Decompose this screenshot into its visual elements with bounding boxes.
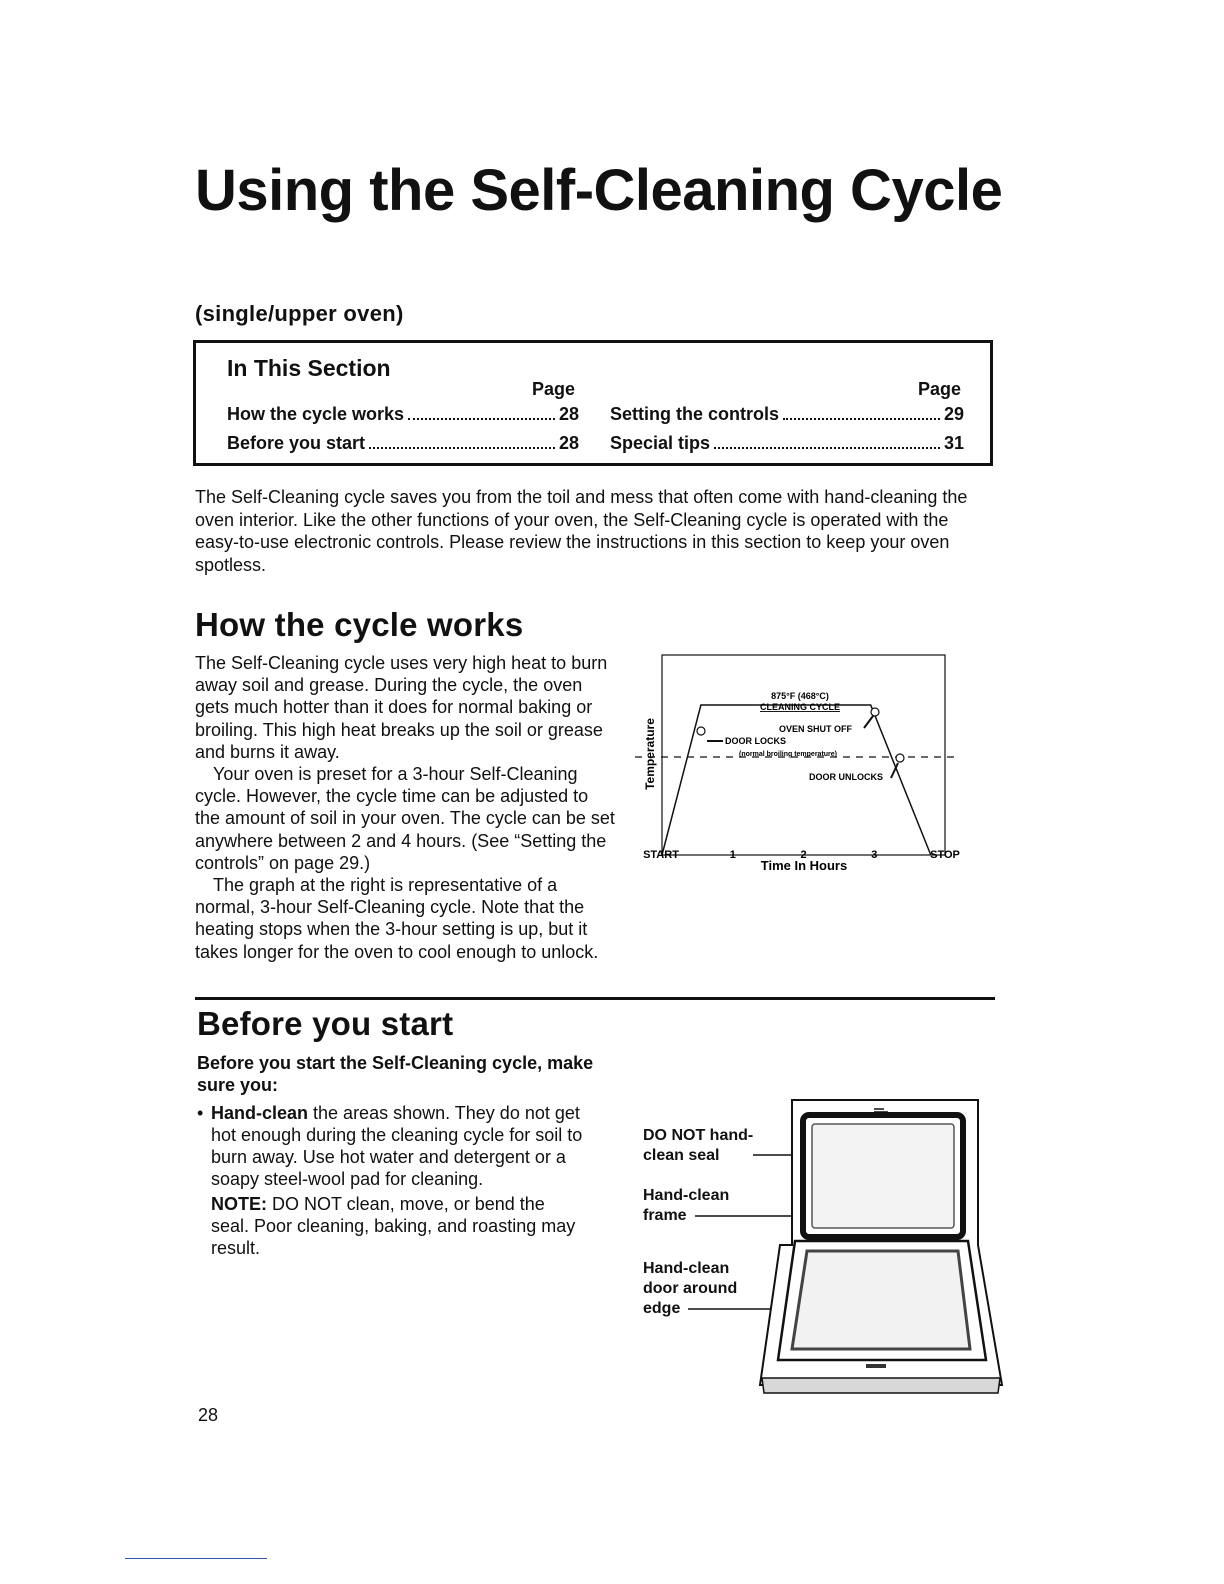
- toc-entry-label: Before you start: [227, 433, 366, 453]
- door-locks-marker: [697, 727, 705, 735]
- door-window: [792, 1251, 970, 1349]
- x-tick-label: START: [643, 849, 679, 861]
- page-number: 28: [198, 1405, 219, 1425]
- bullet-list-item: [197, 1102, 587, 1259]
- toc-entry[interactable]: [227, 404, 579, 425]
- cycle-chart: [635, 650, 975, 880]
- toc-leader: [714, 447, 940, 449]
- note-text: DO NOT clean, move, or bend the seal. Poor cleaning, baking, and roasting may result.: [211, 1194, 576, 1258]
- toc-entry[interactable]: [227, 433, 579, 454]
- label-seal-line-1: DO NOT hand-: [643, 1127, 754, 1144]
- toc-leader: [408, 418, 555, 420]
- how-paragraph-2: Your oven is preset for a 3-hour Self-Cleaning cycle. However, the cycle time can be adjusted to the amount of soil in your oven. The cycle can be set anywhere between 2 and 4 hours. (See “Setting the controls” on page 29.): [195, 764, 615, 873]
- shutoff-arrow: [864, 716, 873, 728]
- x-tick-label: 2: [800, 849, 807, 861]
- toc-page-label-left: Page: [532, 379, 576, 399]
- toc-leader: [369, 447, 555, 449]
- x-tick-label: 1: [729, 849, 736, 861]
- toc-entry-page: 29: [943, 404, 964, 424]
- label-door-line-1: Hand-clean: [643, 1260, 730, 1277]
- section-divider: [195, 997, 995, 1000]
- label-door-line-2: door around: [643, 1280, 738, 1297]
- bullet-bold: Hand-clean: [211, 1103, 309, 1123]
- shutoff-marker: [871, 708, 879, 716]
- door-handle-icon: [866, 1364, 886, 1368]
- oven-illustration: [640, 1095, 1010, 1400]
- label-frame-line-2: frame: [643, 1207, 687, 1224]
- normal-temp-label: (normal broiling temperature): [738, 751, 838, 758]
- door-unlocks-label: DOOR UNLOCKS: [809, 772, 883, 782]
- toc-entry-page: 31: [943, 433, 964, 453]
- x-tick-label: 3: [871, 849, 878, 861]
- oven-base-drawer: [762, 1378, 1000, 1393]
- page-subtitle: (single/upper oven): [195, 301, 404, 326]
- how-paragraph-3: The graph at the right is representative of a normal, 3-hour Self-Cleaning cycle. Note that the heating stops when the 3-hour setting is up, but it takes longer for the oven to cool enough to unlock.: [195, 875, 599, 962]
- page-title: Using the Self-Cleaning Cycle: [195, 158, 1003, 223]
- door-locks-label: DOOR LOCKS: [725, 736, 787, 746]
- toc-entry-label: Setting the controls: [610, 404, 780, 424]
- bullet-text: the areas shown. They do not get hot enough during the cleaning cycle for soil to burn away. Use hot water and detergent or a soapy steel-wool pad for cleaning.: [211, 1103, 583, 1189]
- label-door-line-3: edge: [643, 1300, 681, 1317]
- peak-temperature-label: 875°F (468°C): [771, 691, 829, 701]
- toc-entry-page: 28: [558, 404, 579, 424]
- label-seal-line-2: clean seal: [643, 1147, 720, 1164]
- how-body: [195, 652, 615, 963]
- bullet-dot: •: [197, 1103, 204, 1123]
- section-heading-how: How the cycle works: [195, 606, 524, 643]
- oven-shutoff-label: OVEN SHUT OFF: [778, 724, 852, 734]
- intro-paragraph: The Self-Cleaning cycle saves you from the toil and mess that often come with hand-cleaning the oven interior. Like the other functions of your oven, the Self-Cleaning cycle is operated with the easy-to-use electronic controls. Please review the instructions in this section to keep your oven spotless.: [195, 487, 968, 575]
- y-axis-label: Temperature: [643, 718, 657, 790]
- footer-line: [125, 1558, 267, 1559]
- x-axis-label: Time In Hours: [760, 858, 848, 873]
- before-lead: Before you start the Self-Cleaning cycle, make sure you:: [197, 1053, 594, 1095]
- label-frame-line-1: Hand-clean: [643, 1187, 730, 1204]
- how-paragraph-1: The Self-Cleaning cycle uses very high heat to burn away soil and grease. During the cycle, the oven gets much hotter than it does for normal baking or broiling. This high heat breaks up the soil or grease and burns it away.: [195, 653, 608, 762]
- section-contents-box: [193, 340, 993, 466]
- toc-entry[interactable]: [610, 433, 964, 454]
- x-tick-label: STOP: [930, 849, 960, 861]
- toc-entry-page: 28: [558, 433, 579, 453]
- toc-entry[interactable]: [610, 404, 964, 425]
- oven-cavity: [812, 1124, 954, 1228]
- door-unlocks-marker: [896, 754, 904, 762]
- cleaning-cycle-label: CLEANING CYCLE: [759, 702, 841, 712]
- note-bold: NOTE:: [211, 1194, 267, 1214]
- section-heading-before: Before you start: [197, 1005, 454, 1042]
- toc-page-label-right: Page: [918, 379, 962, 399]
- toc-leader: [783, 418, 940, 420]
- toc-entry-label: Special tips: [610, 433, 711, 453]
- toc-heading: In This Section: [227, 355, 391, 381]
- toc-entry-label: How the cycle works: [227, 404, 405, 424]
